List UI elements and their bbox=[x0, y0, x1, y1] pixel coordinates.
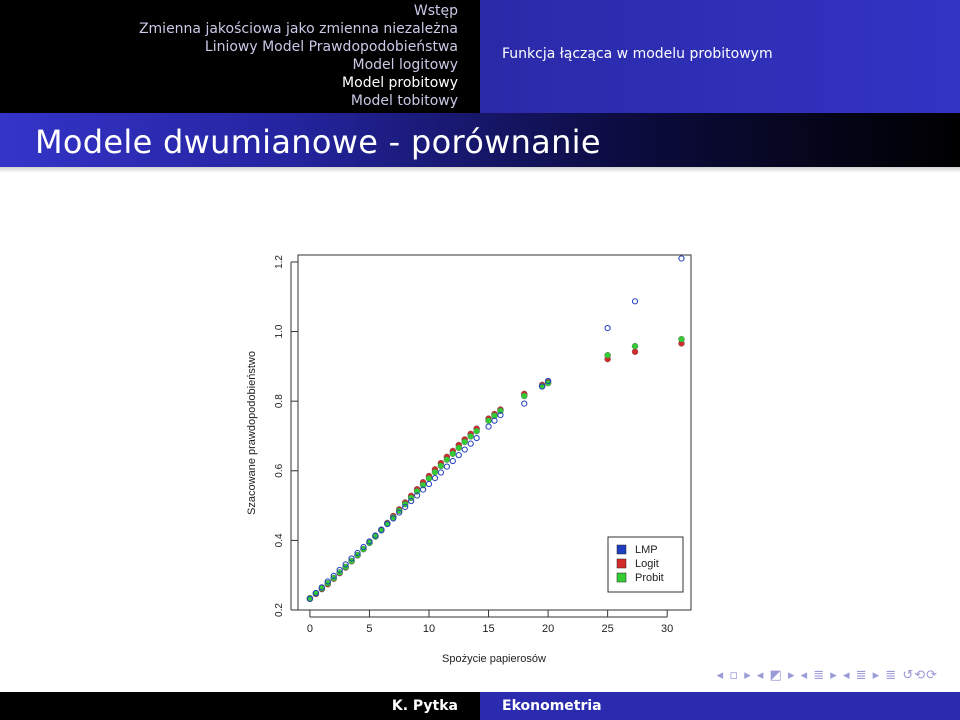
footer-course-panel bbox=[480, 692, 960, 720]
frame-title: Modele dwumianowe - porównanie bbox=[35, 123, 601, 161]
y-tick-label: 1.2 bbox=[274, 255, 285, 269]
point-logit bbox=[632, 349, 638, 355]
legend-label-lmp: LMP bbox=[635, 544, 658, 556]
point-probit bbox=[468, 433, 474, 439]
y-tick-label: 0.2 bbox=[274, 603, 285, 617]
point-lmp bbox=[486, 424, 491, 429]
header-subsection-panel bbox=[480, 0, 960, 113]
point-probit bbox=[678, 336, 684, 342]
y-tick-label: 1.0 bbox=[274, 324, 285, 339]
point-probit bbox=[486, 418, 492, 424]
point-probit bbox=[605, 352, 611, 358]
x-tick-label: 10 bbox=[422, 623, 436, 635]
x-axis-label: Spożycie papierosów bbox=[442, 653, 546, 665]
point-probit bbox=[462, 439, 468, 445]
point-lmp bbox=[432, 475, 437, 480]
point-lmp bbox=[444, 464, 449, 469]
x-tick-label: 30 bbox=[661, 623, 674, 635]
section-list bbox=[139, 2, 458, 110]
legend bbox=[608, 537, 683, 592]
x-tick-label: 5 bbox=[366, 623, 373, 635]
point-lmp bbox=[632, 299, 637, 304]
point-lmp bbox=[438, 470, 443, 475]
section-item[interactable]: Wstęp bbox=[413, 3, 458, 19]
point-lmp bbox=[456, 453, 461, 458]
header-bar bbox=[0, 0, 960, 113]
point-lmp bbox=[426, 481, 431, 486]
section-item[interactable]: Model logitowy bbox=[352, 57, 458, 73]
scatter-chart bbox=[230, 245, 710, 675]
point-probit bbox=[456, 445, 462, 451]
legend-label-logit: Logit bbox=[635, 558, 659, 570]
point-probit bbox=[426, 475, 432, 481]
frame-title-bar bbox=[0, 113, 960, 167]
point-probit bbox=[438, 463, 444, 469]
footer-course: Ekonometria bbox=[502, 698, 602, 714]
point-lmp bbox=[462, 447, 467, 452]
footer-bar bbox=[0, 692, 960, 720]
point-probit bbox=[450, 451, 456, 457]
section-item-active[interactable]: Model probitowy bbox=[342, 75, 458, 91]
x-tick-label: 15 bbox=[482, 623, 495, 635]
point-lmp bbox=[450, 458, 455, 463]
title-shadow bbox=[0, 167, 960, 173]
x-tick-label: 20 bbox=[541, 623, 555, 635]
point-lmp bbox=[468, 441, 473, 446]
legend-swatch-lmp bbox=[617, 545, 626, 554]
y-tick-label: 0.8 bbox=[274, 394, 285, 409]
section-item[interactable]: Zmienna jakościowa jako zmienna niezależna bbox=[138, 21, 458, 37]
footer-author: K. Pytka bbox=[391, 698, 458, 714]
legend-swatch-logit bbox=[617, 559, 626, 568]
y-axis bbox=[274, 255, 298, 617]
point-lmp bbox=[605, 325, 610, 330]
point-probit bbox=[474, 428, 480, 434]
point-lmp bbox=[474, 435, 479, 440]
x-tick-label: 0 bbox=[306, 623, 313, 635]
point-probit bbox=[444, 457, 450, 463]
legend-swatch-probit bbox=[617, 573, 626, 582]
point-lmp bbox=[522, 401, 527, 406]
beamer-navigation-symbols[interactable]: ◂ ▫ ▸ ◂ ◩ ▸ ◂ ≣ ▸ ◂ ≣ ▸ ≣ ↺⟲⟳ bbox=[716, 668, 938, 683]
y-tick-label: 0.6 bbox=[274, 463, 285, 478]
x-tick-label: 25 bbox=[601, 623, 614, 635]
point-lmp bbox=[679, 256, 684, 261]
point-probit bbox=[521, 393, 527, 399]
footer-author-panel bbox=[0, 692, 480, 720]
x-axis bbox=[307, 610, 673, 635]
section-item[interactable]: Liniowy Model Prawdopodobieństwa bbox=[204, 39, 458, 55]
point-probit bbox=[632, 343, 638, 349]
y-tick-label: 0.4 bbox=[274, 533, 285, 548]
subsection-title[interactable]: Funkcja łącząca w modelu probitowym bbox=[502, 46, 773, 62]
y-axis-label: Szacowane prawdopodobieństwo bbox=[246, 351, 258, 515]
header-sections-panel bbox=[0, 0, 480, 113]
point-probit bbox=[432, 469, 438, 475]
section-item[interactable]: Model tobitowy bbox=[350, 93, 458, 109]
legend-label-probit: Probit bbox=[635, 572, 664, 584]
